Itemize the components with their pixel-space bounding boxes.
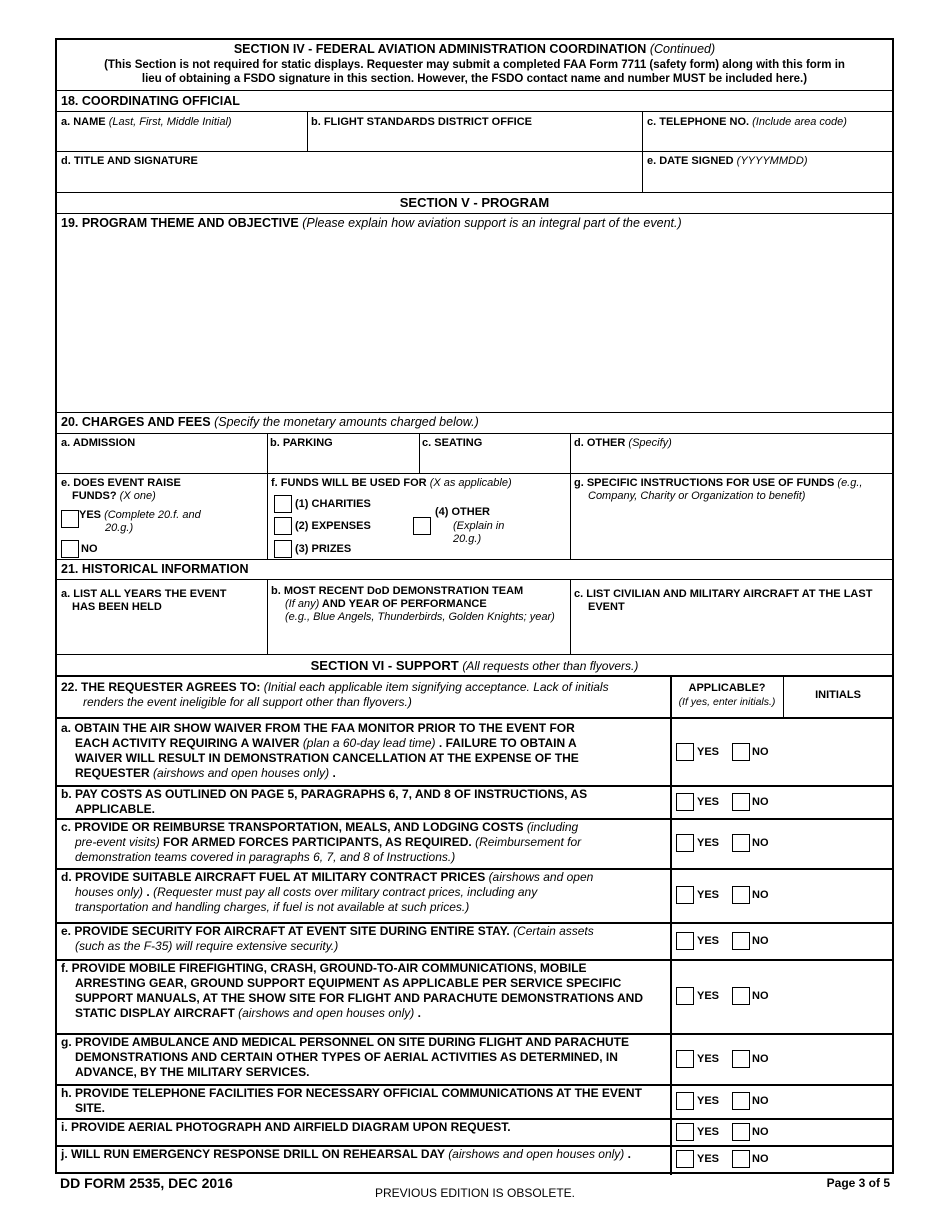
raise-funds-hint: (X one) bbox=[119, 490, 156, 502]
support-item-c-no-checkbox[interactable] bbox=[732, 834, 750, 852]
applicable-header: APPLICABLE? bbox=[688, 682, 766, 694]
support-item-a-no-label: NO bbox=[752, 746, 769, 758]
support-item-a-yes-label: YES bbox=[697, 746, 720, 758]
support-item-c-l2c: (Reimbursement for bbox=[475, 835, 582, 849]
support-item-f-initials-input[interactable] bbox=[787, 988, 887, 1004]
support-item-j-l1a: j. WILL RUN EMERGENCY RESPONSE DRILL ON REHEARSAL DAY bbox=[61, 1147, 445, 1161]
demo-team-label-1: b. MOST RECENT DoD DEMONSTRATION TEAM bbox=[271, 585, 524, 597]
funds-used-label-text: f. FUNDS WILL BE USED FOR bbox=[271, 477, 427, 489]
support-item-j-yes-checkbox[interactable] bbox=[676, 1150, 694, 1168]
support-item-c-line3 bbox=[61, 850, 673, 865]
telephone-hint: (Include area code) bbox=[752, 116, 847, 128]
support-item-e-line1 bbox=[61, 924, 673, 939]
funds-used-label bbox=[271, 477, 512, 490]
support-item-d-l2b: . bbox=[146, 885, 150, 899]
support-item-i-yes-label: YES bbox=[697, 1125, 720, 1138]
support-item-f-line2 bbox=[61, 976, 673, 991]
form-page bbox=[55, 38, 894, 1174]
section5-title: SECTION V - PROGRAM bbox=[399, 195, 550, 210]
support-item-g bbox=[61, 1035, 673, 1080]
parking-label: b. PARKING bbox=[270, 437, 333, 449]
item21-heading: 21. HISTORICAL INFORMATION bbox=[61, 562, 249, 576]
support-item-d-line3 bbox=[61, 900, 673, 915]
other-funds-label: (4) OTHER bbox=[435, 506, 490, 518]
support-item-g-no-checkbox[interactable] bbox=[732, 1050, 750, 1068]
fsdo-input[interactable] bbox=[311, 132, 636, 148]
demo-team-textarea[interactable] bbox=[271, 626, 569, 654]
support-item-f-line3 bbox=[61, 991, 673, 1006]
support-item-d-initials-input[interactable] bbox=[787, 887, 887, 903]
support-item-a-l4a: REQUESTER bbox=[75, 766, 150, 780]
raise-funds-yes-checkbox[interactable] bbox=[61, 510, 79, 528]
support-item-c-l3a: demonstration teams covered in paragraphs 6, 7, and 8 of Instructions.) bbox=[75, 850, 456, 864]
support-item-e-yes-checkbox[interactable] bbox=[676, 932, 694, 950]
parking-input[interactable] bbox=[270, 453, 415, 469]
support-item-i-line1 bbox=[61, 1120, 673, 1135]
support-item-c-no-label: NO bbox=[752, 837, 769, 849]
support-item-d-no-label: NO bbox=[752, 889, 769, 901]
support-item-a-yes-checkbox[interactable] bbox=[676, 743, 694, 761]
support-item-d bbox=[61, 870, 673, 915]
support-item-a-line3 bbox=[61, 751, 673, 766]
support-item-b-no-checkbox[interactable] bbox=[732, 793, 750, 811]
support-item-e-line2 bbox=[61, 939, 673, 954]
support-item-h-line1 bbox=[61, 1086, 673, 1101]
support-item-d-yes-label: YES bbox=[697, 889, 720, 901]
support-item-a-initials-input[interactable] bbox=[787, 744, 887, 760]
expenses-label: (2) EXPENSES bbox=[295, 520, 371, 532]
support-item-b-initials-input[interactable] bbox=[787, 794, 887, 810]
other-charges-label-text: d. OTHER bbox=[574, 437, 626, 449]
support-item-g-l2a: DEMONSTRATIONS AND CERTAIN OTHER TYPES OF AERIAL ACTIVITIES AS DETERMINED, IN bbox=[75, 1050, 618, 1064]
specific-instructions-hint-1: (e.g., bbox=[837, 477, 863, 489]
admission-input[interactable] bbox=[61, 453, 261, 469]
applicable-header-hint: (If yes, enter initials.) bbox=[678, 696, 776, 708]
other-funds-checkbox[interactable] bbox=[413, 517, 431, 535]
support-item-c-l1a: c. PROVIDE OR REIMBURSE TRANSPORTATION, MEALS, AND LODGING COSTS bbox=[61, 820, 524, 834]
support-item-d-line2 bbox=[61, 885, 673, 900]
support-item-a-l1a: a. OBTAIN THE AIR SHOW WAIVER FROM THE FAA MONITOR PRIOR TO THE EVENT FOR bbox=[61, 721, 575, 735]
years-held-textarea[interactable] bbox=[61, 616, 265, 654]
name-label-text: a. NAME bbox=[61, 116, 106, 128]
item22-hint-2: renders the event ineligible for all support other than flyovers.) bbox=[83, 695, 412, 709]
other-funds-hint-1-wrap bbox=[453, 520, 504, 533]
support-item-a-line1 bbox=[61, 721, 673, 736]
coordinating-official-name-input[interactable] bbox=[61, 132, 301, 148]
item19-heading-text: 19. PROGRAM THEME AND OBJECTIVE bbox=[61, 216, 299, 230]
item18-heading: 18. COORDINATING OFFICIAL bbox=[61, 94, 240, 108]
support-item-c-l2b: FOR ARMED FORCES PARTICIPANTS, AS REQUIRED. bbox=[163, 835, 472, 849]
support-item-g-line3 bbox=[61, 1065, 673, 1080]
section4-note-line1: (This Section is not required for static displays. Requester may submit a completed FAA Form 7711 (safety form) along with this form in bbox=[104, 59, 845, 71]
support-item-e-no-label: NO bbox=[752, 934, 769, 947]
support-item-h-l1a: h. PROVIDE TELEPHONE FACILITIES FOR NECESSARY OFFICIAL COMMUNICATIONS AT THE EVENT bbox=[61, 1086, 642, 1100]
raise-funds-yes-hint-1: (Complete 20.f. and bbox=[104, 509, 201, 521]
charities-label: (1) CHARITIES bbox=[295, 498, 371, 510]
date-signed-input[interactable] bbox=[647, 172, 887, 188]
support-item-a-no-checkbox[interactable] bbox=[732, 743, 750, 761]
support-item-j-initials-input[interactable] bbox=[787, 1151, 887, 1167]
support-item-a-l4b: (airshows and open houses only) bbox=[153, 766, 330, 780]
demo-team-label-2-text: AND YEAR OF PERFORMANCE bbox=[321, 598, 487, 610]
form-id: DD FORM 2535, DEC 2016 bbox=[60, 1175, 233, 1191]
section4-title-cont: (Continued) bbox=[649, 42, 716, 56]
support-item-f-l4c: . bbox=[417, 1006, 421, 1020]
telephone-label bbox=[647, 116, 847, 129]
support-item-f-yes-label: YES bbox=[697, 990, 720, 1002]
support-item-g-no-label: NO bbox=[752, 1052, 769, 1065]
support-item-i-no-label: NO bbox=[752, 1125, 769, 1138]
charities-checkbox[interactable] bbox=[274, 495, 292, 513]
support-item-d-yes-checkbox[interactable] bbox=[676, 886, 694, 904]
section4-note-line2: lieu of obtaining a FSDO signature in this section. However, the FSDO contact name and number MUST be included here.) bbox=[141, 73, 808, 85]
support-item-a-l3a: WAIVER WILL RESULT IN DEMONSTRATION CANCELLATION AT THE EXPENSE OF THE bbox=[75, 751, 579, 765]
support-item-c-l2a: pre-event visits) bbox=[75, 835, 160, 849]
telephone-label-text: c. TELEPHONE NO. bbox=[647, 116, 750, 128]
support-item-b-no-label: NO bbox=[752, 795, 769, 808]
aircraft-list-textarea[interactable] bbox=[574, 616, 890, 654]
support-item-h-l2a: SITE. bbox=[75, 1101, 106, 1115]
initials-header: INITIALS bbox=[815, 689, 861, 701]
support-item-e-l1b: (Certain assets bbox=[513, 924, 594, 938]
date-signed-label-text: e. DATE SIGNED bbox=[647, 155, 734, 167]
support-item-e-yes-label: YES bbox=[697, 934, 720, 947]
other-charges-label bbox=[574, 437, 672, 450]
support-item-a-l4c: . bbox=[332, 766, 336, 780]
support-item-i-l1a: i. PROVIDE AERIAL PHOTOGRAPH AND AIRFIELD DIAGRAM UPON REQUEST. bbox=[61, 1120, 511, 1134]
support-item-b bbox=[61, 787, 673, 817]
support-item-a-l2c: . FAILURE TO OBTAIN A bbox=[438, 736, 577, 750]
demo-team-label-2 bbox=[285, 598, 487, 611]
support-item-d-l1a: d. PROVIDE SUITABLE AIRCRAFT FUEL AT MILITARY CONTRACT PRICES bbox=[61, 870, 486, 884]
demo-team-hint-wrap bbox=[285, 611, 555, 624]
support-item-d-l1b: (airshows and open bbox=[488, 870, 594, 884]
support-item-j-no-label: NO bbox=[752, 1153, 769, 1165]
years-held-label-2: HAS BEEN HELD bbox=[72, 601, 162, 613]
support-item-a bbox=[61, 721, 673, 781]
support-item-c-line2 bbox=[61, 835, 673, 850]
support-item-f-line1 bbox=[61, 961, 673, 976]
support-item-i bbox=[61, 1120, 673, 1135]
support-item-e-l2a: (such as the F-35) will require extensive security.) bbox=[75, 939, 339, 953]
raise-funds-yes-hint-2-wrap bbox=[105, 522, 133, 535]
support-item-h-initials-input[interactable] bbox=[787, 1093, 887, 1109]
date-signed-hint: (YYYYMMDD) bbox=[736, 155, 808, 167]
support-item-g-yes-label: YES bbox=[697, 1052, 720, 1065]
years-held-label-1: a. LIST ALL YEARS THE EVENT bbox=[61, 588, 227, 600]
support-item-f bbox=[61, 961, 673, 1021]
support-item-e-initials-input[interactable] bbox=[787, 933, 887, 949]
raise-funds-yes-text: YES bbox=[79, 509, 102, 521]
support-item-d-l2a: houses only) bbox=[75, 885, 144, 899]
section6-title bbox=[57, 658, 892, 673]
section6-title-text: SECTION VI - SUPPORT bbox=[310, 658, 459, 673]
support-item-j-line1 bbox=[61, 1147, 673, 1162]
name-hint: (Last, First, Middle Initial) bbox=[108, 116, 232, 128]
aircraft-list-label-1: c. LIST CIVILIAN AND MILITARY AIRCRAFT AT THE LAST bbox=[574, 588, 873, 600]
expenses-checkbox[interactable] bbox=[274, 517, 292, 535]
raise-funds-label-1: e. DOES EVENT RAISE bbox=[61, 477, 181, 489]
funds-used-hint: (X as applicable) bbox=[429, 477, 512, 489]
other-funds-hint-1: (Explain in bbox=[453, 520, 505, 532]
support-item-d-no-checkbox[interactable] bbox=[732, 886, 750, 904]
support-item-h-yes-checkbox[interactable] bbox=[676, 1092, 694, 1110]
specific-instructions-hint-2-wrap bbox=[588, 490, 805, 503]
page-number: Page 3 of 5 bbox=[826, 1176, 890, 1190]
obsolete-notice: PREVIOUS EDITION IS OBSOLETE. bbox=[374, 1186, 576, 1200]
support-item-g-line1 bbox=[61, 1035, 673, 1050]
support-item-h-yes-label: YES bbox=[697, 1095, 720, 1107]
item22-heading-text: 22. THE REQUESTER AGREES TO: bbox=[61, 680, 261, 694]
specific-instructions-hint-2: Company, Charity or Organization to benefit) bbox=[588, 490, 806, 502]
support-item-h-no-checkbox[interactable] bbox=[732, 1092, 750, 1110]
item22-heading bbox=[61, 680, 666, 710]
support-item-f-no-label: NO bbox=[752, 990, 769, 1002]
support-item-a-l2a: EACH ACTIVITY REQUIRING A WAIVER bbox=[75, 736, 300, 750]
support-item-a-line2 bbox=[61, 736, 673, 751]
seating-label: c. SEATING bbox=[422, 437, 483, 449]
raise-funds-no-label: NO bbox=[81, 543, 98, 555]
support-item-g-l1a: g. PROVIDE AMBULANCE AND MEDICAL PERSONNEL ON SITE DURING FLIGHT AND PARACHUTE bbox=[61, 1035, 630, 1049]
support-item-j-l1b: (airshows and open houses only) bbox=[448, 1147, 625, 1161]
support-item-c-yes-checkbox[interactable] bbox=[676, 834, 694, 852]
item19-heading bbox=[61, 216, 682, 231]
prizes-checkbox[interactable] bbox=[274, 540, 292, 558]
support-item-f-l2a: ARRESTING GEAR, GROUND SUPPORT EQUIPMENT AS APPLICABLE PER SERVICE SPECIFIC bbox=[75, 976, 622, 990]
support-item-i-initials-input[interactable] bbox=[787, 1124, 887, 1140]
seating-input[interactable] bbox=[422, 453, 567, 469]
prizes-label: (3) PRIZES bbox=[295, 543, 352, 555]
section6-title-hint: (All requests other than flyovers.) bbox=[462, 659, 639, 673]
support-item-c-initials-input[interactable] bbox=[787, 835, 887, 851]
name-label bbox=[61, 116, 232, 129]
support-item-f-l4a: STATIC DISPLAY AIRCRAFT bbox=[75, 1006, 235, 1020]
support-item-c-line1 bbox=[61, 820, 673, 835]
support-item-h-no-label: NO bbox=[752, 1095, 769, 1107]
support-item-f-line4 bbox=[61, 1006, 673, 1021]
support-item-c-yes-label: YES bbox=[697, 837, 720, 849]
demo-team-hint: (e.g., Blue Angels, Thunderbirds, Golden Knights; year) bbox=[285, 611, 555, 623]
item19-hint: (Please explain how aviation support is an integral part of the event.) bbox=[302, 216, 682, 230]
raise-funds-label-2 bbox=[72, 490, 156, 503]
support-item-b-line1 bbox=[61, 787, 673, 802]
admission-label: a. ADMISSION bbox=[61, 437, 136, 449]
section4-title-text: SECTION IV - FEDERAL AVIATION ADMINISTRATION COORDINATION bbox=[233, 42, 647, 56]
specific-instructions-textarea[interactable] bbox=[574, 506, 890, 558]
support-item-i-yes-checkbox[interactable] bbox=[676, 1123, 694, 1141]
title-signature-input[interactable] bbox=[61, 172, 636, 188]
item20-heading bbox=[61, 415, 479, 430]
support-item-a-line4 bbox=[61, 766, 673, 781]
support-item-f-l1a: f. PROVIDE MOBILE FIREFIGHTING, CRASH, GROUND-TO-AIR COMMUNICATIONS, MOBILE bbox=[61, 961, 587, 975]
raise-funds-yes-label bbox=[79, 509, 201, 522]
support-item-d-l3a: transportation and handling charges, if fuel is not available at such prices.) bbox=[75, 900, 470, 914]
support-item-f-l4b: (airshows and open houses only) bbox=[238, 1006, 415, 1020]
aircraft-list-label-2: EVENT bbox=[588, 601, 625, 613]
support-item-b-line2 bbox=[61, 802, 673, 817]
specific-instructions-label-text: g. SPECIFIC INSTRUCTIONS FOR USE OF FUNDS bbox=[574, 477, 835, 489]
support-item-h-line2 bbox=[61, 1101, 673, 1116]
support-item-b-yes-checkbox[interactable] bbox=[676, 793, 694, 811]
support-item-c bbox=[61, 820, 673, 865]
support-item-f-no-checkbox[interactable] bbox=[732, 987, 750, 1005]
other-charges-input[interactable] bbox=[574, 453, 887, 469]
support-item-d-l2c: (Requester must pay all costs over military contract prices, including any bbox=[153, 885, 538, 899]
title-signature-label: d. TITLE AND SIGNATURE bbox=[61, 155, 198, 167]
support-item-b-l1a: b. PAY COSTS AS OUTLINED ON PAGE 5, PARAGRAPHS 6, 7, AND 8 OF INSTRUCTIONS, AS bbox=[61, 787, 588, 801]
raise-funds-label-2-text: FUNDS? bbox=[72, 490, 117, 502]
support-item-f-yes-checkbox[interactable] bbox=[676, 987, 694, 1005]
demo-team-hint-ifany: (If any) bbox=[285, 598, 320, 610]
support-item-g-line2 bbox=[61, 1050, 673, 1065]
support-item-j-yes-label: YES bbox=[697, 1153, 720, 1165]
date-signed-label bbox=[647, 155, 808, 168]
support-item-f-l3a: SUPPORT MANUALS, AT THE SHOW SITE FOR FLIGHT AND PARACHUTE DEMONSTRATIONS AND bbox=[75, 991, 643, 1005]
support-item-b-l2a: APPLICABLE. bbox=[75, 802, 156, 816]
support-item-g-initials-input[interactable] bbox=[787, 1051, 887, 1067]
fsdo-label: b. FLIGHT STANDARDS DISTRICT OFFICE bbox=[311, 116, 533, 128]
telephone-input[interactable] bbox=[647, 132, 887, 148]
support-item-j-l1c: . bbox=[627, 1147, 631, 1161]
other-charges-hint: (Specify) bbox=[628, 437, 672, 449]
other-funds-hint-2: 20.g.) bbox=[453, 533, 482, 545]
support-item-a-l2b: (plan a 60-day lead time) bbox=[302, 736, 436, 750]
support-item-i-no-checkbox[interactable] bbox=[732, 1123, 750, 1141]
item20-heading-text: 20. CHARGES AND FEES bbox=[61, 415, 211, 429]
support-item-g-l3a: ADVANCE, BY THE MILITARY SERVICES. bbox=[75, 1065, 310, 1079]
section4-title bbox=[57, 42, 892, 56]
support-item-b-yes-label: YES bbox=[697, 795, 720, 808]
item20-hint: (Specify the monetary amounts charged below.) bbox=[214, 415, 479, 429]
other-funds-hint-2-wrap bbox=[453, 533, 481, 546]
support-item-e bbox=[61, 924, 673, 954]
support-item-j-no-checkbox[interactable] bbox=[732, 1150, 750, 1168]
raise-funds-no-checkbox[interactable] bbox=[61, 540, 79, 558]
specific-instructions-label bbox=[574, 477, 862, 490]
program-theme-textarea[interactable] bbox=[61, 234, 890, 414]
support-item-g-yes-checkbox[interactable] bbox=[676, 1050, 694, 1068]
support-item-h bbox=[61, 1086, 673, 1116]
support-item-j bbox=[61, 1147, 673, 1162]
item22-hint-1: (Initial each applicable item signifying acceptance. Lack of initials bbox=[263, 680, 609, 694]
support-item-e-no-checkbox[interactable] bbox=[732, 932, 750, 950]
support-item-e-l1a: e. PROVIDE SECURITY FOR AIRCRAFT AT EVENT SITE DURING ENTIRE STAY. bbox=[61, 924, 510, 938]
section4-note bbox=[57, 58, 892, 86]
support-item-d-line1 bbox=[61, 870, 673, 885]
support-item-c-l1b: (including bbox=[526, 820, 579, 834]
raise-funds-yes-hint-2: 20.g.) bbox=[105, 522, 134, 534]
